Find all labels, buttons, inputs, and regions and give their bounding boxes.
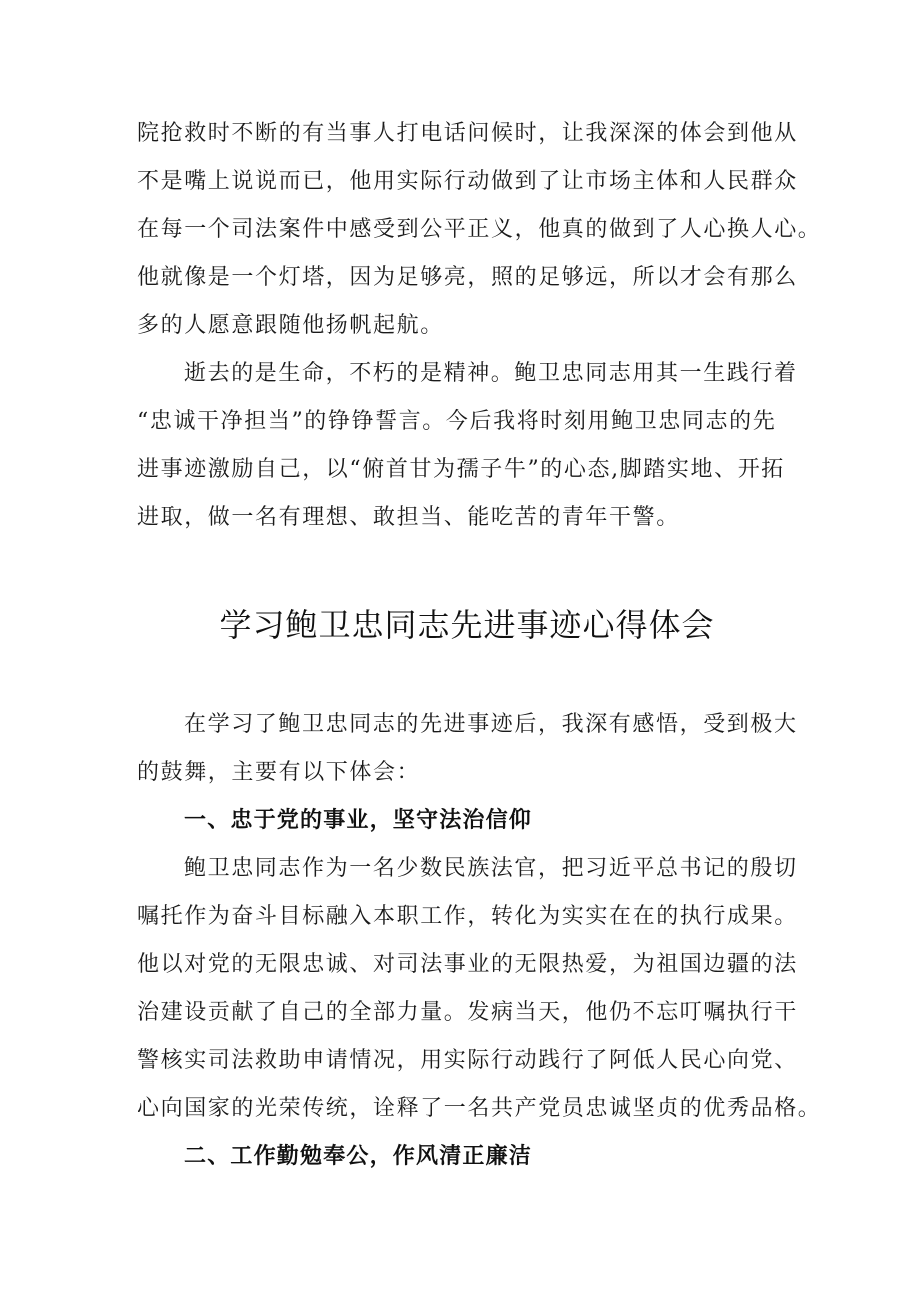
document-title: 学习鲍卫忠同志先进事迹心得体会: [219, 606, 715, 644]
text-line: 鲍卫忠同志作为一名少数民族法官，把习近平总书记的殷切: [184, 856, 798, 881]
closing-paragraph: [137, 350, 797, 542]
intro-paragraph: [137, 701, 797, 797]
section-heading-1: 一、忠于党的事业，坚守法治信仰: [184, 808, 533, 833]
text-line: 他以对党的无限忠诚、对司法事业的无限热爱，为祖国边疆的法: [137, 952, 798, 977]
text-line: 嘱托作为奋斗目标融入本职工作，转化为实实在在的执行成果。: [137, 904, 798, 929]
document-body: [137, 110, 822, 1181]
text-line: 治建设贡献了自己的全部力量。发病当天，他仍不忘叮嘱执行干: [137, 1000, 798, 1025]
text-line: 在每一个司法案件中感受到公平正义，他真的做到了人心换人心。: [137, 217, 822, 242]
text-line: 在学习了鲍卫忠同志的先进事迹后，我深有感悟，受到极大: [184, 712, 798, 737]
text-line: 逝去的是生命，不朽的是精神。鲍卫忠同志用其一生践行着: [184, 361, 798, 386]
text-line: 进取，做一名有理想、敢担当、能吃苦的青年干警。: [137, 505, 680, 530]
text-line: 他就像是一个灯塔，因为足够亮，照的足够远，所以才会有那么: [137, 265, 798, 290]
text-line: “忠诚干净担当”的铮铮誓言。今后我将时刻用鲍卫忠同志的先: [137, 409, 777, 434]
text-line: 多的人愿意跟随他扬帆起航。: [137, 313, 444, 338]
text-line: 不是嘴上说说而已，他用实际行动做到了让市场主体和人民群众: [137, 169, 798, 194]
section-heading-2: 二、工作勤勉奉公，作风清正廉洁: [184, 1144, 533, 1169]
section-1-paragraph: [137, 845, 822, 1133]
text-line: 院抢救时不断的有当事人打电话问候时，让我深深的体会到他从: [137, 121, 798, 146]
text-line: 的鼓舞，主要有以下体会：: [137, 760, 421, 785]
title-spacer: [137, 645, 797, 701]
text-line: 进事迹激励自己，以“俯首甘为孺子牛”的心态,脚踏实地、开拓: [137, 457, 785, 482]
text-line: 警核实司法救助申请情况，用实际行动践行了阿低人民心向党、: [137, 1048, 798, 1073]
continuation-paragraph: [137, 110, 822, 350]
text-line: 心向国家的光荣传统，诠释了一名共产党员忠诚坚贞的优秀品格。: [137, 1096, 822, 1121]
